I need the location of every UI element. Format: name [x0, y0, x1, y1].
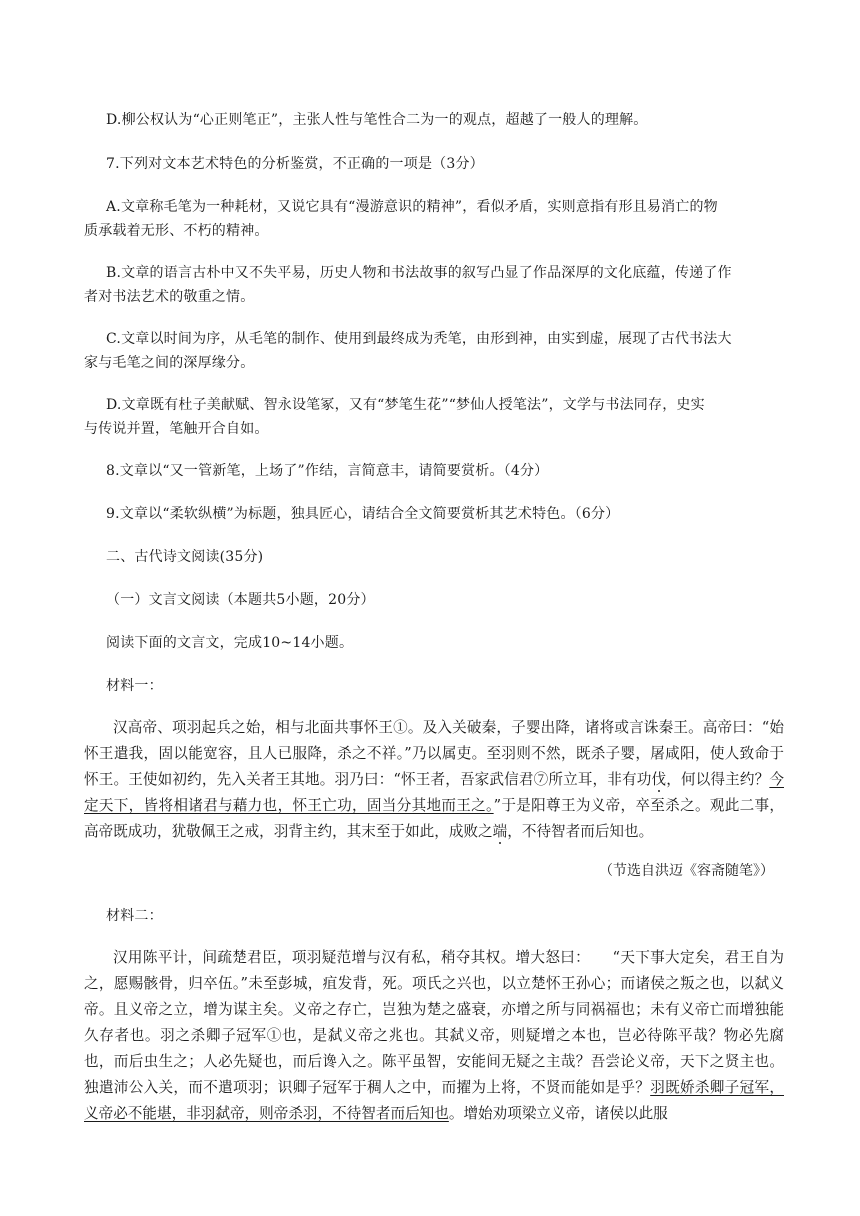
emphasis-char: 端: [492, 823, 508, 840]
source-citation: （节选自洪迈《容斋随笔》）: [599, 863, 774, 879]
underlined-sentence: 羽既娇杀卿子冠军，义帝必不能堪，非羽弑帝，则帝杀羽，不待智者而后知也: [84, 1079, 784, 1122]
option-c-line-2: 家与毛笔之间的深厚缘分。: [84, 355, 255, 371]
option-a-line-2: 质承载着无形、不朽的精神。: [84, 223, 269, 239]
question-7: 7.下列对文本艺术特色的分析鉴赏，不正确的一项是（3分）: [106, 156, 484, 172]
question-9: 9.文章以“柔软纵横”为标题，独具匠心，请结合全文简要赏析其艺术特色。（6分）: [106, 506, 620, 522]
material-1-passage: 汉高帝、项羽起兵之始，相与北面共事怀王①。及入关破秦，子婴出降，诸将或言诛秦王。高帝曰：“始怀王遣我，固以能宽容，且人已服降，杀之不祥。”乃以属吏。至羽则不然，既杀子婴，屠咸阳，使人致命于怀王。王使如初约，先入关者王其地。羽乃曰：“怀王者，吾家武信君⑦所立耳，非有功伐，何以得主约？今定天下，皆将相诸君与藉力也，怀王亡功，固当分其地而王之。”于是阳尊王为义帝，卒至杀之。观此二事，高帝既成功，犹敬佩王之戒，羽背主约，其末至于如此，成败之端，不待智者而后知也。: [84, 719, 784, 840]
option-a-line-1: A.文章称毛笔为一种耗材，又说它具有“漫游意识的精神”，看似矛盾，实则意指有形且易消亡的物: [106, 199, 718, 215]
material-2-label: 材料二：: [106, 908, 163, 924]
material-2-passage: 汉用陈平计，间疏楚君臣，项羽疑范增与汉有私，稍夺其权。增大怒曰： “天下事大定矣，君王自为之，愿赐骸骨，归卒伍。”未至彭城，疽发背，死。项氏之兴也，以立楚怀王孙心；而诸侯之叛之也，以弑义帝。且义帝之立，增为谋主矣。义帝之存亡，岂独为楚之盛衰，亦增之所与同祸福也；未有义帝亡而增独能久存者也。羽之杀卿子冠军①也，是弑义帝之兆也。其弑义帝，则疑增之本也，岂必待陈平哉？物必先腐也，而后虫生之；人必先疑也，而后谗入之。陈平虽智，安能间无疑之主哉？吾尝论义帝，天下之贤主也。独遣沛公入关，而不遣项羽；识卿子冠军于稠人之中，而擢为上将，不贤而能如是乎？羽既娇杀卿子冠军，义帝必不能堪，非羽弑帝，则帝杀羽，不待智者而后知也。增始劝项梁立义帝，诸侯以此服: [84, 949, 784, 1122]
option-b-line-1: B.文章的语言古朴中又不失平易，历史人物和书法故事的叙写凸显了作品深厚的文化底蕴，传递了作: [106, 265, 732, 281]
underlined-sentence: 今定天下，皆将相诸君与藉力也，怀王亡功，固当分其地而王之。: [84, 771, 784, 814]
question-8: 8.文章以“又一管新笔，上场了”作结，言简意丰，请简要赏析。（4分）: [106, 463, 549, 479]
section-heading: 二、古代诗文阅读(35分): [106, 549, 264, 565]
material-1-label: 材料一：: [106, 678, 163, 694]
subsection-heading: （一）文言文阅读（本题共5小题，20分）: [106, 592, 375, 608]
reading-instruction: 阅读下面的文言文，完成10~14小题。: [106, 635, 354, 651]
option-b-line-2: 者对书法艺术的敬重之情。: [84, 289, 255, 305]
emphasis-char: 伐: [651, 771, 667, 788]
option-d-line: D.柳公权认为“心正则笔正”，主张人性与笔性合二为一的观点，超越了一般人的理解。: [106, 112, 648, 128]
option-c-line-1: C.文章以时间为序，从毛笔的制作、使用到最终成为秃笔，由形到神，由实到虚，展现了古代书法大: [106, 331, 732, 347]
option-d2-line-1: D.文章既有杜子美献赋、智永设笔冢，又有“梦笔生花”“梦仙人授笔法”，文学与书法同存，史实: [106, 397, 705, 413]
option-d2-line-2: 与传说并置，笔触开合自如。: [84, 421, 269, 437]
